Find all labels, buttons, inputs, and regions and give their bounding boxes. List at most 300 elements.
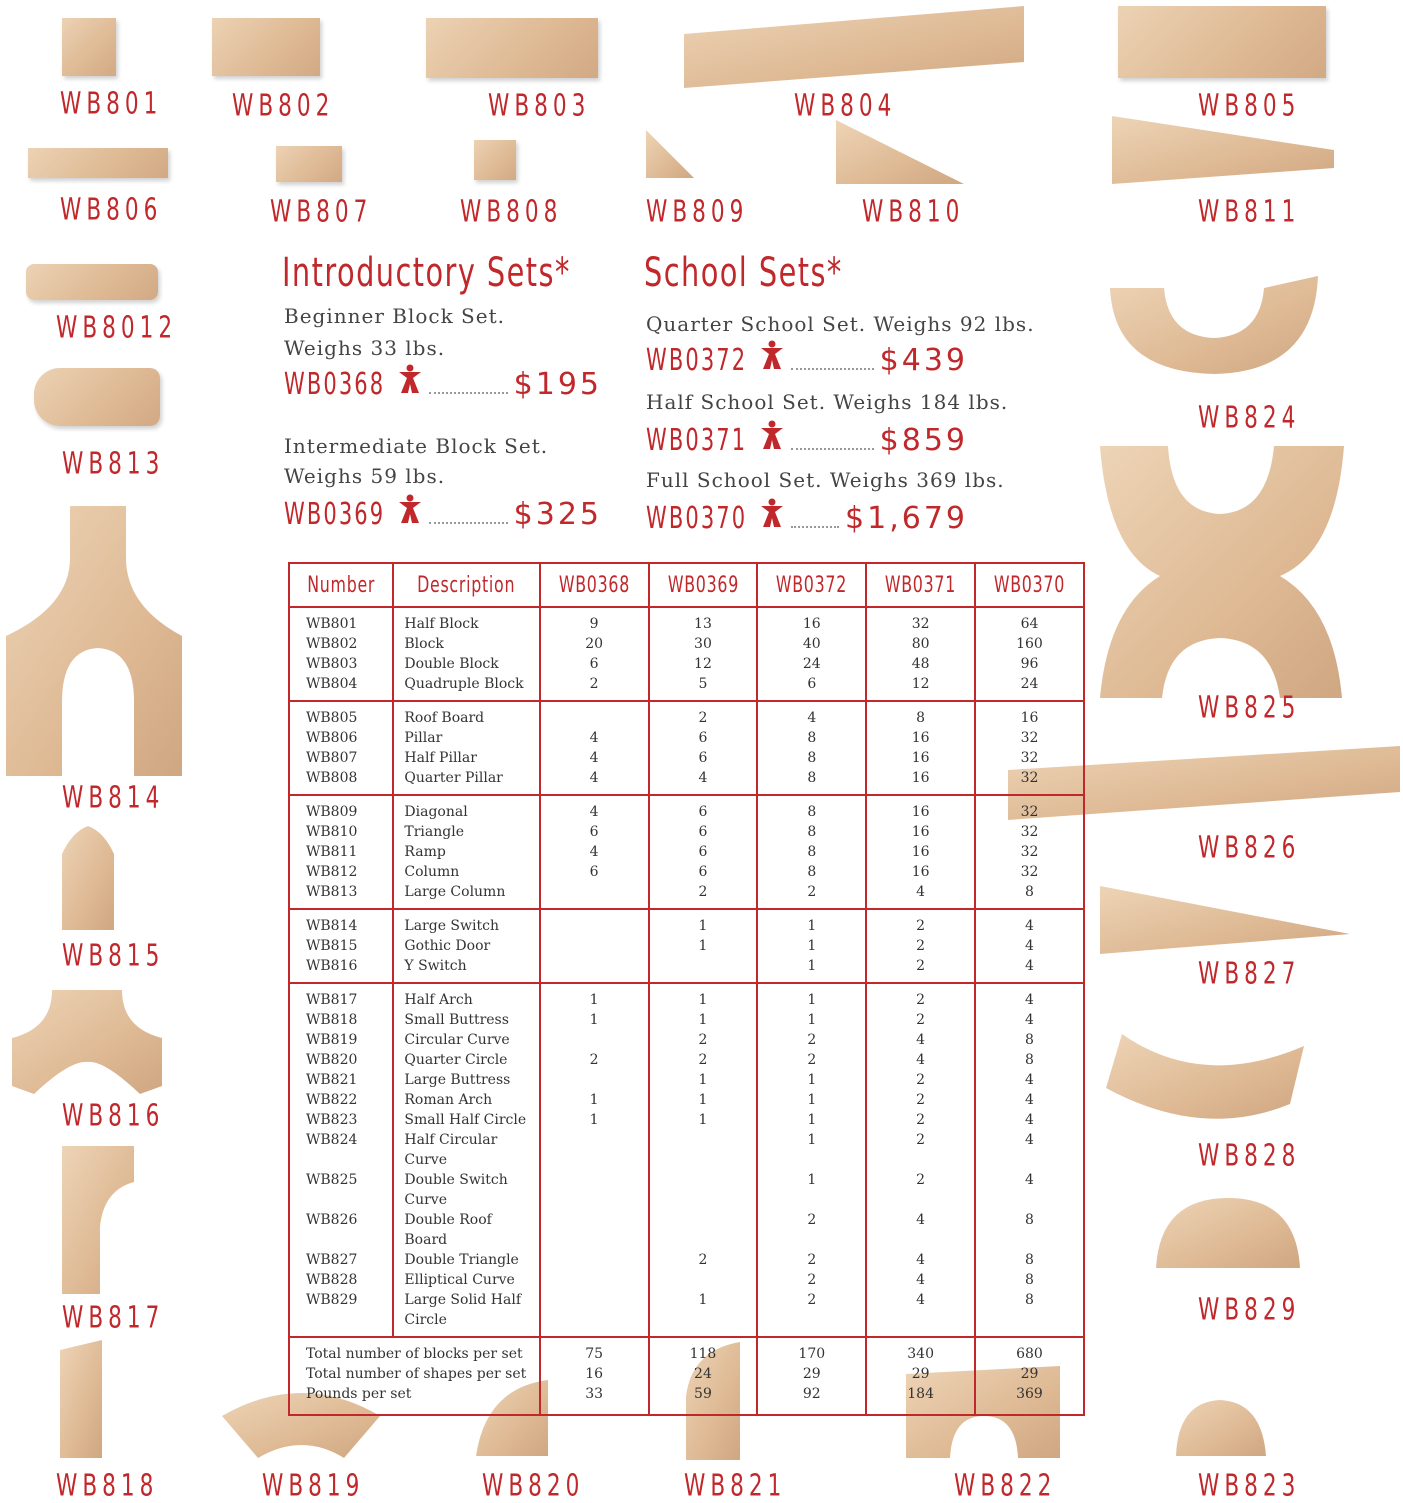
block-number-cell: WB809 (289, 795, 393, 822)
block-wb813-image (34, 368, 160, 426)
block-wb816-image (12, 990, 164, 1100)
block-label: WB801 (60, 86, 163, 121)
block-wb828-image (1102, 1030, 1310, 1120)
table-row (289, 1290, 1084, 1337)
block-description-cell: Large Buttress (393, 1070, 539, 1090)
block-label: WB825 (1198, 690, 1301, 725)
block-description-cell: Double Switch Curve (393, 1170, 539, 1210)
set-count-cell: 48 (866, 654, 975, 674)
totals-value-cell: 369 (975, 1384, 1084, 1415)
set-count-cell: 1 (757, 936, 866, 956)
table-row (289, 607, 1084, 634)
set-count-cell: 16 (866, 768, 975, 795)
set-count-cell: 8 (757, 842, 866, 862)
block-wb803-image (426, 18, 598, 78)
totals-row (289, 1384, 1084, 1415)
set-count-cell: 4 (975, 1090, 1084, 1110)
block-number-cell: WB814 (289, 909, 393, 936)
block-description-cell: Block (393, 634, 539, 654)
table-row (289, 822, 1084, 842)
block-label: WB807 (270, 194, 373, 229)
table-row (289, 1050, 1084, 1070)
block-number-cell: WB817 (289, 983, 393, 1010)
block-number-cell: WB827 (289, 1250, 393, 1270)
set-count-cell: 2 (866, 909, 975, 936)
set-count-cell: 1 (649, 1090, 758, 1110)
set-count-cell: 8 (757, 822, 866, 842)
set-count-cell: 32 (975, 768, 1084, 795)
set-count-cell: 2 (649, 882, 758, 909)
set-code: WB0371 (646, 423, 748, 458)
block-number-cell: WB807 (289, 748, 393, 768)
set-count-cell: 4 (975, 1010, 1084, 1030)
leader-dots (791, 525, 839, 528)
block-description-cell: Small Buttress (393, 1010, 539, 1030)
block-wb814-image (4, 506, 184, 778)
totals-value-cell: 29 (866, 1364, 975, 1384)
table-row (289, 768, 1084, 795)
block-description-cell: Half Arch (393, 983, 539, 1010)
block-number-cell: WB815 (289, 936, 393, 956)
table-row (289, 882, 1084, 909)
block-number-cell: WB808 (289, 768, 393, 795)
set-count-cell: 16 (757, 607, 866, 634)
set-count-cell: 8 (757, 748, 866, 768)
totals-value-cell: 170 (757, 1337, 866, 1364)
set-count-cell: 8 (975, 882, 1084, 909)
block-label: WB811 (1198, 194, 1301, 229)
column-header-wb0369: WB0369 (649, 563, 758, 607)
set-count-cell: 8 (975, 1270, 1084, 1290)
set-count-cell: 2 (866, 956, 975, 983)
totals-value-cell: 340 (866, 1337, 975, 1364)
block-label: WB818 (56, 1468, 159, 1503)
block-label: WB824 (1198, 400, 1301, 435)
block-number-cell: WB810 (289, 822, 393, 842)
school-sets-heading: School Sets* (644, 250, 843, 296)
set-count-cell: 32 (975, 748, 1084, 768)
block-label: WB805 (1198, 88, 1301, 123)
set-count-cell: 5 (649, 674, 758, 701)
set-count-cell: 8 (975, 1290, 1084, 1337)
set-count-cell: 4 (975, 1130, 1084, 1170)
block-label: WB823 (1198, 1468, 1301, 1503)
leader-dots (429, 391, 508, 394)
column-header-number: Number (289, 563, 393, 607)
block-number-cell: WB802 (289, 634, 393, 654)
set-count-cell: 1 (540, 1090, 649, 1110)
set-count-cell: 4 (975, 909, 1084, 936)
block-number-cell: WB801 (289, 607, 393, 634)
block-label: WB802 (232, 88, 335, 123)
block-wb815-image (60, 826, 116, 932)
set-count-cell: 1 (757, 956, 866, 983)
block-wb818-image (58, 1340, 104, 1460)
set-count-cell (540, 956, 649, 983)
block-label: WB816 (62, 1098, 165, 1133)
person-icon (397, 494, 423, 524)
set-count-cell: 4 (866, 1290, 975, 1337)
set-code: WB0369 (284, 497, 386, 532)
quarter-price-row (646, 340, 968, 378)
table-row (289, 748, 1084, 768)
set-count-cell: 2 (649, 701, 758, 728)
set-count-cell: 6 (649, 795, 758, 822)
set-count-cell: 96 (975, 654, 1084, 674)
block-number-cell: WB825 (289, 1170, 393, 1210)
set-count-cell: 4 (975, 1070, 1084, 1090)
block-wb801-image (62, 18, 116, 76)
block-label: WB8012 (56, 310, 178, 345)
block-label: WB813 (62, 446, 165, 481)
block-number-cell: WB805 (289, 701, 393, 728)
set-count-cell: 4 (866, 1030, 975, 1050)
set-count-cell: 4 (975, 936, 1084, 956)
set-count-cell (540, 882, 649, 909)
block-number-cell: WB822 (289, 1090, 393, 1110)
set-count-cell: 16 (866, 728, 975, 748)
set-count-cell (540, 936, 649, 956)
set-count-cell: 8 (757, 768, 866, 795)
set-count-cell: 1 (649, 1070, 758, 1090)
set-count-cell (649, 1270, 758, 1290)
totals-value-cell: 29 (757, 1364, 866, 1384)
table-row (289, 1270, 1084, 1290)
table-row (289, 1110, 1084, 1130)
set-count-cell: 24 (975, 674, 1084, 701)
set-count-cell: 1 (540, 1110, 649, 1130)
set-count-cell: 2 (757, 1250, 866, 1270)
block-description-cell: Large Column (393, 882, 539, 909)
table-row (289, 634, 1084, 654)
set-count-cell: 1 (649, 1290, 758, 1337)
set-count-cell: 6 (649, 728, 758, 748)
set-count-cell: 4 (866, 1270, 975, 1290)
set-count-cell: 16 (866, 842, 975, 862)
block-number-cell: WB821 (289, 1070, 393, 1090)
set-count-cell: 2 (757, 1210, 866, 1250)
table-row (289, 1130, 1084, 1170)
block-description-cell: Diagonal (393, 795, 539, 822)
leader-dots (791, 447, 874, 450)
set-count-cell: 1 (757, 1110, 866, 1130)
set-count-cell (649, 1210, 758, 1250)
block-number-cell: WB824 (289, 1130, 393, 1170)
block-label: WB809 (646, 194, 749, 229)
set-count-cell: 8 (757, 862, 866, 882)
set-count-cell: 1 (540, 1010, 649, 1030)
totals-row (289, 1337, 1084, 1364)
block-description-cell: Half Pillar (393, 748, 539, 768)
set-count-cell: 4 (866, 1250, 975, 1270)
set-count-cell: 6 (649, 862, 758, 882)
set-count-cell: 30 (649, 634, 758, 654)
set-count-cell: 16 (866, 822, 975, 842)
block-number-cell: WB806 (289, 728, 393, 748)
full-price-row (646, 498, 968, 536)
set-count-cell: 8 (975, 1250, 1084, 1270)
block-description-cell: Circular Curve (393, 1030, 539, 1050)
block-label: WB820 (482, 1468, 585, 1503)
set-count-cell: 2 (757, 1270, 866, 1290)
set-count-cell: 8 (757, 728, 866, 748)
table-row (289, 728, 1084, 748)
block-label: WB827 (1198, 956, 1301, 991)
block-label: WB803 (488, 88, 591, 123)
set-count-cell: 8 (975, 1030, 1084, 1050)
set-count-cell: 2 (649, 1030, 758, 1050)
table-row (289, 1030, 1084, 1050)
set-price: $439 (879, 343, 968, 378)
set-count-cell: 4 (540, 728, 649, 748)
set-count-cell: 12 (649, 654, 758, 674)
set-count-cell: 4 (540, 768, 649, 795)
beginner-set-weight: Weighs 33 lbs. (284, 336, 446, 360)
set-count-cell (649, 956, 758, 983)
block-description-cell: Half Block (393, 607, 539, 634)
block-description-cell: Column (393, 862, 539, 882)
block-description-cell: Roman Arch (393, 1090, 539, 1110)
block-label: WB804 (794, 88, 897, 123)
block-label: WB822 (954, 1468, 1057, 1503)
block-label: WB826 (1198, 830, 1301, 865)
table-row (289, 936, 1084, 956)
set-code: WB0370 (646, 501, 748, 536)
table-row (289, 1090, 1084, 1110)
set-count-cell: 2 (540, 1050, 649, 1070)
block-description-cell: Double Roof Board (393, 1210, 539, 1250)
set-count-cell: 64 (975, 607, 1084, 634)
set-count-cell: 2 (540, 674, 649, 701)
block-description-cell: Half Circular Curve (393, 1130, 539, 1170)
person-icon (759, 340, 785, 370)
block-label: WB821 (684, 1468, 787, 1503)
totals-label-cell: Total number of blocks per set (289, 1337, 540, 1364)
totals-value-cell: 16 (540, 1364, 649, 1384)
block-label: WB808 (460, 194, 563, 229)
set-count-cell: 16 (975, 701, 1084, 728)
set-count-cell: 1 (757, 1090, 866, 1110)
block-description-cell: Gothic Door (393, 936, 539, 956)
set-count-cell: 1 (649, 909, 758, 936)
block-description-cell: Double Triangle (393, 1250, 539, 1270)
set-count-cell: 4 (975, 983, 1084, 1010)
set-price: $195 (513, 367, 602, 402)
full-school-set-line: Full School Set. Weighs 369 lbs. (646, 468, 1005, 492)
column-header-wb0370: WB0370 (975, 563, 1084, 607)
set-count-cell: 4 (975, 1170, 1084, 1210)
set-count-cell: 32 (975, 795, 1084, 822)
block-label: WB806 (60, 192, 163, 227)
totals-value-cell: 680 (975, 1337, 1084, 1364)
column-header-wb0371: WB0371 (866, 563, 975, 607)
set-count-cell: 8 (866, 701, 975, 728)
set-count-cell (540, 909, 649, 936)
table-row (289, 1070, 1084, 1090)
block-description-cell: Pillar (393, 728, 539, 748)
totals-label-cell: Pounds per set (289, 1384, 540, 1415)
set-count-cell (540, 1250, 649, 1270)
block-wb825-image (1096, 442, 1348, 702)
set-count-cell (540, 1170, 649, 1210)
set-count-cell: 2 (757, 1290, 866, 1337)
set-count-cell: 1 (757, 1130, 866, 1170)
set-count-cell: 2 (757, 1050, 866, 1070)
set-count-cell: 16 (866, 862, 975, 882)
table-row (289, 654, 1084, 674)
block-wb823-image (1174, 1398, 1268, 1458)
set-count-cell: 2 (866, 983, 975, 1010)
block-number-cell: WB811 (289, 842, 393, 862)
set-count-cell: 2 (649, 1050, 758, 1070)
set-count-cell (649, 1130, 758, 1170)
table-header-row (289, 563, 1084, 607)
block-wb824-image (1108, 276, 1320, 376)
set-count-cell: 4 (975, 956, 1084, 983)
block-description-cell: Y Switch (393, 956, 539, 983)
set-count-cell: 1 (649, 1010, 758, 1030)
totals-value-cell: 184 (866, 1384, 975, 1415)
beginner-set-name: Beginner Block Set. (284, 304, 505, 328)
table-row (289, 795, 1084, 822)
table-row (289, 842, 1084, 862)
block-wb804-image (684, 6, 1028, 90)
block-description-cell: Large Switch (393, 909, 539, 936)
set-count-cell: 2 (866, 1010, 975, 1030)
set-price: $1,679 (845, 501, 968, 536)
block-wb817-image (60, 1146, 136, 1296)
block-number-cell: WB820 (289, 1050, 393, 1070)
introductory-sets-heading: Introductory Sets* (282, 250, 571, 296)
set-price: $859 (879, 423, 968, 458)
block-number-cell: WB819 (289, 1030, 393, 1050)
set-count-cell: 6 (540, 862, 649, 882)
block-number-cell: WB804 (289, 674, 393, 701)
leader-dots (791, 367, 874, 370)
set-count-cell: 2 (866, 1130, 975, 1170)
totals-value-cell: 33 (540, 1384, 649, 1415)
totals-value-cell: 59 (649, 1384, 758, 1415)
block-count-table (288, 562, 1085, 1416)
intermediate-set-name: Intermediate Block Set. (284, 434, 549, 458)
intermediate-set-weight: Weighs 59 lbs. (284, 464, 446, 488)
set-count-cell: 32 (975, 842, 1084, 862)
block-description-cell: Small Half Circle (393, 1110, 539, 1130)
person-icon (759, 498, 785, 528)
set-count-cell: 6 (757, 674, 866, 701)
column-header-wb0368: WB0368 (540, 563, 649, 607)
block-wb829-image (1154, 1196, 1302, 1270)
block-wb810-image (836, 120, 968, 186)
totals-value-cell: 75 (540, 1337, 649, 1364)
table-row (289, 862, 1084, 882)
totals-value-cell: 118 (649, 1337, 758, 1364)
block-number-cell: WB816 (289, 956, 393, 983)
set-count-cell: 6 (649, 822, 758, 842)
block-number-cell: WB818 (289, 1010, 393, 1030)
table-row (289, 983, 1084, 1010)
set-count-cell: 4 (975, 1110, 1084, 1130)
block-label: WB829 (1198, 1292, 1301, 1327)
person-icon (397, 364, 423, 394)
set-count-cell: 8 (757, 795, 866, 822)
set-count-cell: 4 (866, 882, 975, 909)
block-wb807-image (276, 146, 342, 182)
person-icon (759, 420, 785, 450)
block-label: WB810 (862, 194, 965, 229)
block-wb806-image (28, 148, 168, 178)
block-number-cell: WB828 (289, 1270, 393, 1290)
table-row (289, 674, 1084, 701)
set-count-cell: 1 (757, 983, 866, 1010)
set-price: $325 (513, 497, 602, 532)
totals-value-cell: 92 (757, 1384, 866, 1415)
table-row (289, 956, 1084, 983)
set-count-cell: 2 (649, 1250, 758, 1270)
set-count-cell: 32 (975, 862, 1084, 882)
set-count-cell (540, 1070, 649, 1090)
set-count-cell: 4 (540, 795, 649, 822)
set-count-cell: 24 (757, 654, 866, 674)
totals-value-cell: 24 (649, 1364, 758, 1384)
table-row (289, 701, 1084, 728)
block-description-cell: Large Solid Half Circle (393, 1290, 539, 1337)
set-count-cell: 4 (757, 701, 866, 728)
block-description-cell: Roof Board (393, 701, 539, 728)
set-count-cell: 2 (757, 1030, 866, 1050)
set-count-cell: 32 (975, 822, 1084, 842)
totals-row (289, 1364, 1084, 1384)
table-row (289, 909, 1084, 936)
column-header-description: Description (393, 563, 539, 607)
set-count-cell: 6 (540, 822, 649, 842)
block-wb802-image (212, 18, 320, 76)
table-row (289, 1170, 1084, 1210)
set-count-cell: 6 (649, 842, 758, 862)
block-wb8012-image (26, 264, 158, 300)
block-wb827-image (1098, 886, 1354, 956)
set-count-cell: 4 (540, 842, 649, 862)
column-header-wb0372: WB0372 (757, 563, 866, 607)
block-label: WB817 (62, 1300, 165, 1335)
block-description-cell: Elliptical Curve (393, 1270, 539, 1290)
block-label: WB814 (62, 780, 165, 815)
set-count-cell: 13 (649, 607, 758, 634)
table-row (289, 1210, 1084, 1250)
block-wb805-image (1118, 6, 1326, 78)
set-count-cell: 8 (975, 1210, 1084, 1250)
block-label: WB819 (262, 1468, 365, 1503)
leader-dots (429, 521, 508, 524)
totals-label-cell: Total number of shapes per set (289, 1364, 540, 1384)
set-count-cell: 2 (866, 1110, 975, 1130)
set-count-cell: 2 (866, 1090, 975, 1110)
set-count-cell: 16 (866, 748, 975, 768)
block-number-cell: WB826 (289, 1210, 393, 1250)
beginner-price-row (284, 364, 602, 402)
set-code: WB0368 (284, 367, 386, 402)
block-label: WB815 (62, 938, 165, 973)
set-count-cell: 32 (866, 607, 975, 634)
set-count-cell: 20 (540, 634, 649, 654)
set-count-cell: 6 (540, 654, 649, 674)
set-count-cell: 80 (866, 634, 975, 654)
set-count-cell: 160 (975, 634, 1084, 654)
set-count-cell (540, 1290, 649, 1337)
block-number-cell: WB823 (289, 1110, 393, 1130)
set-count-cell: 40 (757, 634, 866, 654)
set-code: WB0372 (646, 343, 748, 378)
